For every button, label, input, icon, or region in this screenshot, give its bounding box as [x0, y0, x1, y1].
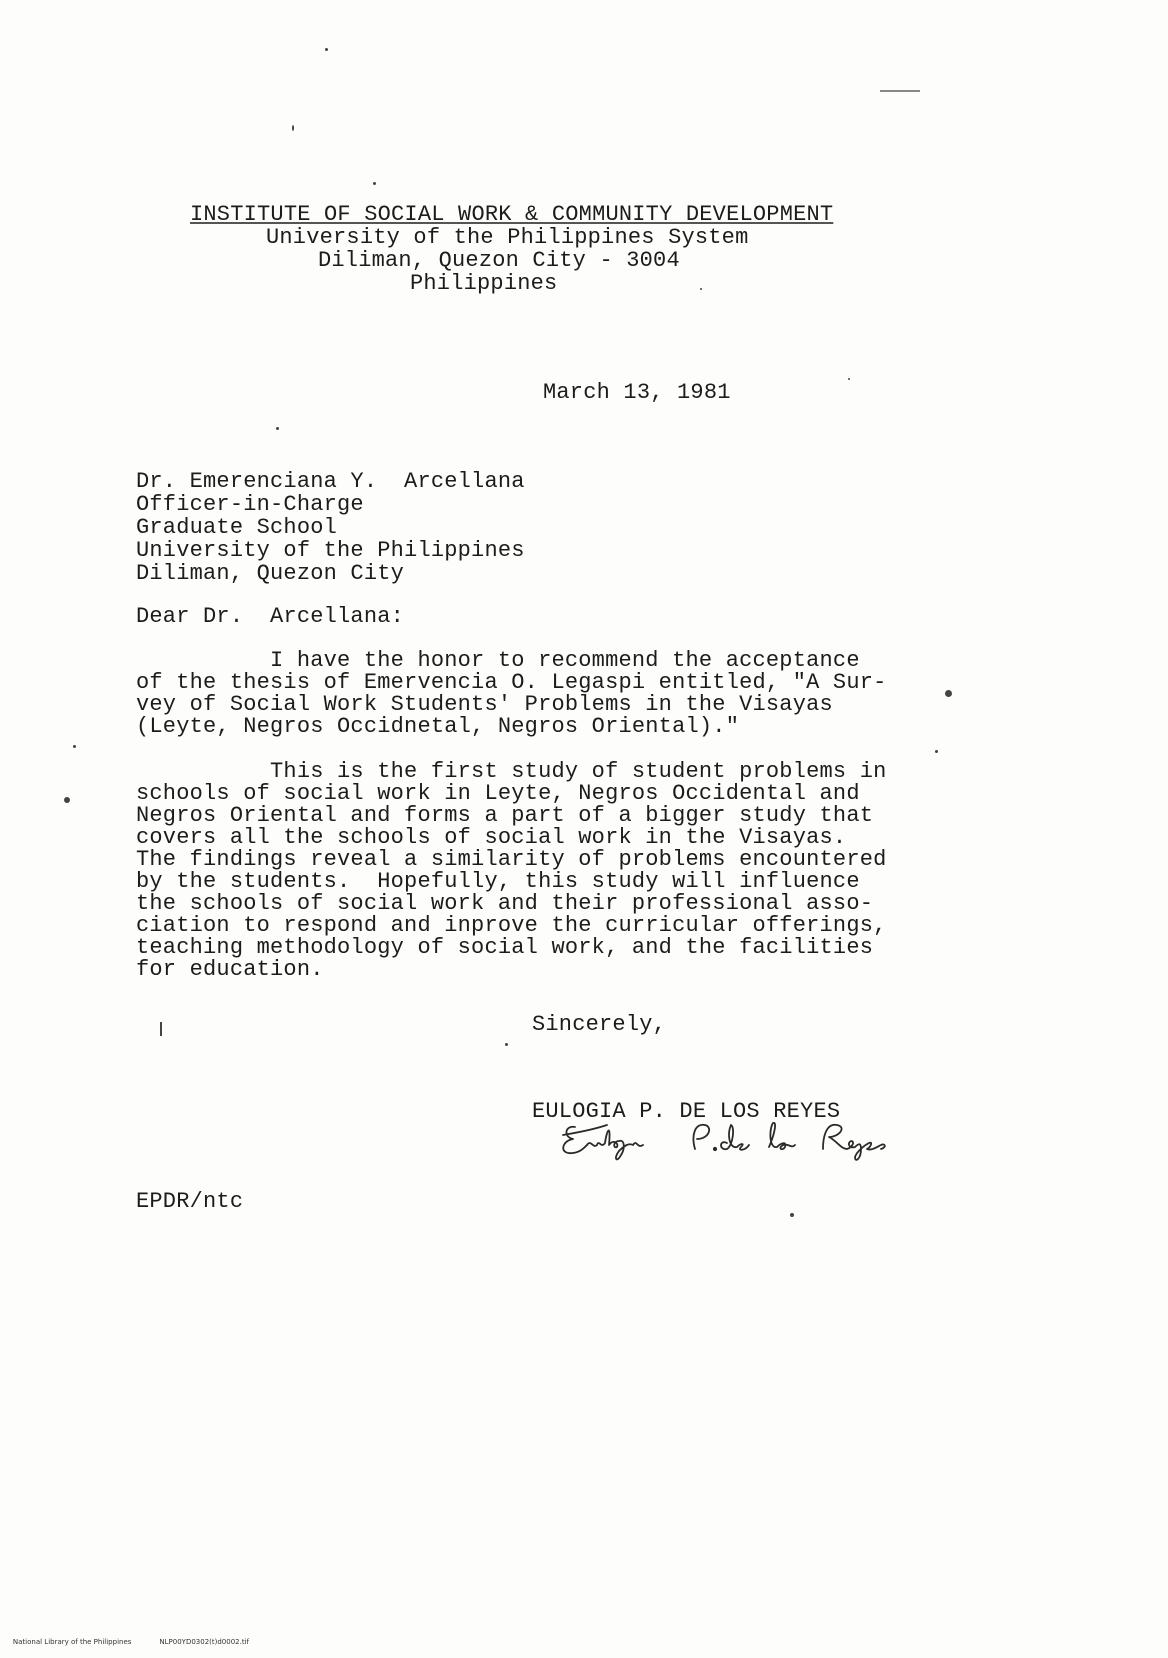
scan-speck [790, 1213, 794, 1217]
scan-speck [64, 797, 70, 803]
scan-speck [848, 378, 850, 380]
scan-footer [4, 1630, 249, 1654]
reference-initials: EPDR/ntc [136, 1189, 244, 1214]
closing: Sincerely, [532, 1012, 667, 1037]
recipient-name: Dr. Emerenciana Y. Arcellana [136, 469, 525, 494]
scan-speck [325, 48, 328, 51]
paragraph-line: The findings reveal a similarity of problems encountered [136, 847, 887, 872]
letter-date: March 13, 1981 [543, 380, 731, 405]
salutation: Dear Dr. Arcellana: [136, 604, 405, 629]
scan-speck [292, 125, 294, 131]
paragraph-line: Negros Oriental and forms a part of a bigger study that [136, 803, 874, 828]
paragraph-line: the schools of social work and their professional asso- [136, 891, 874, 916]
paragraph-line: by the students. Hopefully, this study will influence [136, 869, 860, 894]
recipient-title: Officer-in-Charge [136, 492, 364, 517]
paragraph-line: ciation to respond and inprove the curricular offerings, [136, 913, 887, 938]
paragraph-line: covers all the schools of social work in the Visayas. [136, 825, 847, 850]
signatory-name: EULOGIA P. DE LOS REYES [532, 1099, 841, 1124]
recipient-department: Graduate School [136, 515, 338, 540]
paragraph-line: teaching methodology of social work, and the facilities [136, 935, 874, 960]
footer-filename: NLP00YD0302(t)d0002.tif [159, 1638, 249, 1646]
letterhead-institute: INSTITUTE OF SOCIAL WORK & COMMUNITY DEVELOPMENT [190, 202, 834, 227]
scan-speck [505, 1043, 508, 1046]
scan-speck [373, 182, 376, 185]
letterhead-country: Philippines [410, 271, 558, 296]
scan-speck [935, 750, 938, 753]
paragraph-line: I have the honor to recommend the acceptance [136, 648, 860, 673]
scan-speck [880, 90, 920, 92]
scan-speck [160, 1022, 162, 1036]
letterhead-university: University of the Philippines System [266, 225, 749, 250]
scan-speck [276, 427, 279, 430]
scan-speck [73, 745, 76, 748]
recipient-location: Diliman, Quezon City [136, 561, 405, 586]
scan-speck [700, 288, 702, 290]
paragraph-line: (Leyte, Negros Occidnetal, Negros Oriental)." [136, 714, 740, 739]
footer-library: National Library of the Philippines [12, 1638, 132, 1646]
paragraph-line: This is the first study of student problems in [136, 759, 887, 784]
recipient-institution: University of the Philippines [136, 538, 525, 563]
scan-speck [945, 690, 952, 697]
paragraph-line: vey of Social Work Students' Problems in the Visayas [136, 692, 833, 717]
paragraph-line: schools of social work in Leyte, Negros Occidental and [136, 781, 860, 806]
paragraph-line: of the thesis of Emervencia O. Legaspi entitled, "A Sur- [136, 670, 887, 695]
letterhead-address: Diliman, Quezon City - 3004 [318, 248, 680, 273]
paragraph-line: for education. [136, 957, 324, 982]
